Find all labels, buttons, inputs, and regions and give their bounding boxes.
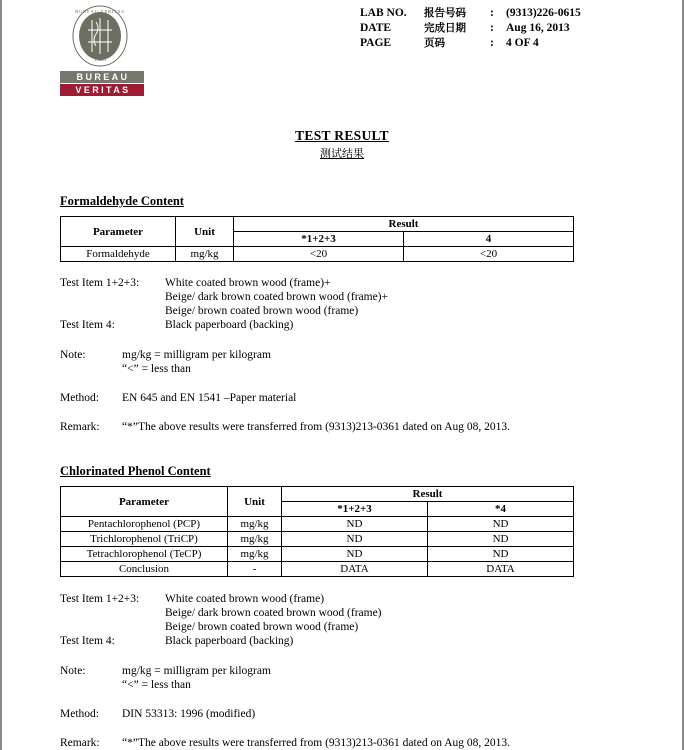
test-item-group: [60, 318, 682, 332]
table-row: [61, 547, 574, 562]
test-item-group: [60, 276, 682, 318]
test-item-value: Beige/ brown coated brown wood (frame): [165, 621, 359, 633]
bureau-veritas-logo: [2, 2, 202, 96]
col-header-parameter: Parameter: [61, 217, 176, 247]
test-item-label: Test Item 1+2+3:: [60, 277, 140, 289]
remark-value: “*”The above results were transferred from (9313)213-0361 dated on Aug 08, 2013.: [122, 737, 511, 749]
note-block-formaldehyde: [60, 348, 682, 376]
bv-emblem-icon: [68, 4, 132, 68]
page-title: [2, 128, 682, 161]
test-item-values: [165, 634, 293, 648]
method-row: [60, 708, 682, 720]
method-block-formaldehyde: [60, 392, 682, 404]
test-item-value: White coated brown wood (frame): [165, 593, 325, 605]
cell-unit: mg/kg: [228, 547, 282, 562]
cell-result-b: ND: [428, 547, 574, 562]
meta-value-page: 4 OF 4: [506, 37, 539, 49]
col-header-parameter: Parameter: [61, 487, 228, 517]
remark-value: “*”The above results were transferred from (9313)213-0361 dated on Aug 08, 2013.: [122, 421, 511, 433]
table-row: [61, 517, 574, 532]
meta-cn-lab-no: 报告号码: [424, 7, 466, 19]
remark-row: [60, 737, 682, 749]
meta-value-date: Aug 16, 2013: [506, 22, 570, 34]
col-subheader-b: 4: [404, 232, 574, 247]
cell-result-a: ND: [282, 547, 428, 562]
meta-cn-date: 完成日期: [424, 22, 466, 34]
test-items-chlorinated-phenol: [60, 592, 682, 648]
formaldehyde-results-table: [60, 216, 574, 262]
table-row-conclusion: [61, 562, 574, 577]
test-item-value: Black paperboard (backing): [165, 635, 294, 647]
note-label: Note:: [60, 349, 86, 361]
cell-unit: mg/kg: [228, 517, 282, 532]
col-subheader-a: *1+2+3: [234, 232, 404, 247]
cell-result-a: DATA: [282, 562, 428, 577]
method-label: Method:: [60, 392, 99, 404]
note-row: [60, 664, 682, 692]
test-item-group: [60, 634, 682, 648]
col-subheader-b: *4: [428, 502, 574, 517]
cell-unit: mg/kg: [228, 532, 282, 547]
note-body: [122, 348, 271, 376]
test-item-value: Beige/ brown coated brown wood (frame): [165, 305, 359, 317]
meta-row-date: [360, 21, 581, 36]
table-header-row: [61, 487, 574, 502]
test-item-value: White coated brown wood (frame)+: [165, 277, 331, 289]
remark-block-formaldehyde: [60, 421, 682, 433]
method-label: Method:: [60, 708, 99, 720]
page-title-cn: 测试结果: [320, 147, 364, 160]
chlorinated-phenol-results-table: [60, 486, 574, 577]
cell-result-a: ND: [282, 532, 428, 547]
meta-value-lab-no: (9313)226-0615: [506, 7, 581, 19]
note-body: [122, 664, 271, 692]
note-block-chlorinated-phenol: [60, 664, 682, 692]
test-item-values: [165, 276, 388, 318]
table-header-row: [61, 217, 574, 232]
cell-result-b: DATA: [428, 562, 574, 577]
note-line: “<” = less than: [122, 679, 191, 691]
section-heading-chlorinated-phenol: Chlorinated Phenol Content: [60, 464, 211, 478]
col-header-result: Result: [234, 217, 574, 232]
meta-label-date: DATE: [360, 22, 392, 34]
test-item-label: Test Item 4:: [60, 635, 115, 647]
meta-label-lab-no: LAB NO.: [360, 7, 407, 19]
test-item-label: Test Item 4:: [60, 319, 115, 331]
cell-result-b: ND: [428, 532, 574, 547]
method-value: EN 645 and EN 1541 –Paper material: [122, 392, 297, 404]
col-subheader-a: *1+2+3: [282, 502, 428, 517]
col-header-unit: Unit: [228, 487, 282, 517]
report-meta: [360, 2, 581, 51]
test-item-values: [165, 318, 293, 332]
col-header-unit: Unit: [176, 217, 234, 247]
remark-row: [60, 421, 682, 433]
meta-colon-lab-no: :: [490, 7, 494, 19]
note-line: mg/kg = milligram per kilogram: [122, 665, 271, 677]
test-item-group: [60, 592, 682, 634]
meta-row-lab-no: [360, 6, 581, 21]
cell-parameter: Trichlorophenol (TriCP): [61, 532, 228, 547]
cell-parameter: Formaldehyde: [61, 247, 176, 262]
table-row: [61, 247, 574, 262]
cell-unit: -: [228, 562, 282, 577]
page-title-en: TEST RESULT: [295, 128, 389, 143]
cell-parameter: Conclusion: [61, 562, 228, 577]
svg-text:BUREAU VERITAS: BUREAU VERITAS: [75, 9, 125, 14]
remark-block-chlorinated-phenol: [60, 737, 682, 749]
test-item-value: Black paperboard (backing): [165, 319, 294, 331]
remark-label: Remark:: [60, 421, 100, 433]
method-block-chlorinated-phenol: [60, 708, 682, 720]
note-row: [60, 348, 682, 376]
cell-parameter: Tetrachlorophenol (TeCP): [61, 547, 228, 562]
document-body: [2, 194, 682, 749]
svg-text:1828: 1828: [94, 57, 106, 63]
bv-bar-bureau: BUREAU: [60, 71, 144, 83]
cell-result-b: ND: [428, 517, 574, 532]
test-item-label: Test Item 1+2+3:: [60, 593, 140, 605]
section-heading-formaldehyde: Formaldehyde Content: [60, 194, 184, 208]
method-row: [60, 392, 682, 404]
note-label: Note:: [60, 665, 86, 677]
cell-result-a: <20: [234, 247, 404, 262]
bv-bar-veritas: VERITAS: [60, 84, 144, 96]
remark-label: Remark:: [60, 737, 100, 749]
cell-unit: mg/kg: [176, 247, 234, 262]
meta-row-page: [360, 36, 581, 51]
cell-parameter: Pentachlorophenol (PCP): [61, 517, 228, 532]
cell-result-a: ND: [282, 517, 428, 532]
page-header: [2, 0, 682, 104]
table-row: [61, 532, 574, 547]
col-header-result: Result: [282, 487, 574, 502]
method-value: DIN 53313: 1996 (modified): [122, 708, 256, 720]
note-line: “<” = less than: [122, 363, 191, 375]
test-item-value: Beige/ dark brown coated brown wood (frame): [165, 607, 382, 619]
test-items-formaldehyde: [60, 276, 682, 332]
test-item-value: Beige/ dark brown coated brown wood (frame)+: [165, 291, 388, 303]
meta-colon-date: :: [490, 22, 494, 34]
cell-result-b: <20: [404, 247, 574, 262]
note-line: mg/kg = milligram per kilogram: [122, 349, 271, 361]
test-item-values: [165, 592, 382, 634]
meta-colon-page: :: [490, 37, 494, 49]
meta-cn-page: 页码: [424, 37, 445, 49]
bv-wordmark: [60, 71, 144, 96]
meta-label-page: PAGE: [360, 37, 392, 49]
